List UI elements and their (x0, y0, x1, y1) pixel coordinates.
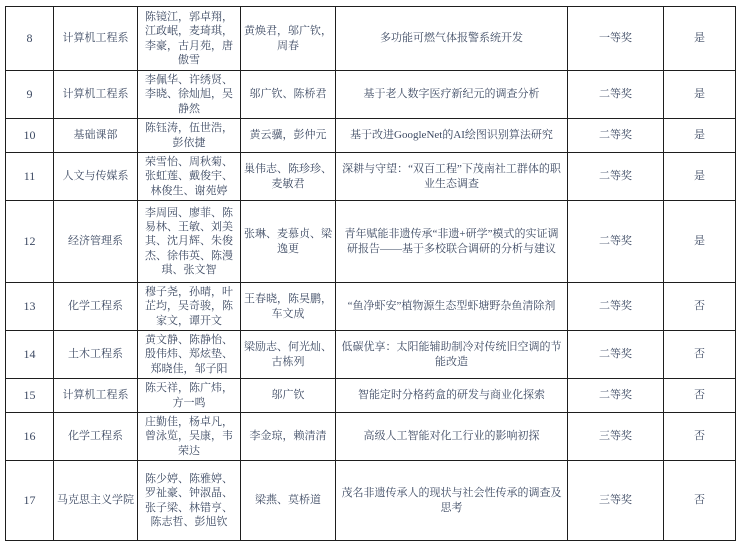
cell-row-number: 14 (6, 331, 54, 379)
cell-members: 庄勤佳，杨卓凡，曾泳览，吴康，韦荣达 (138, 413, 241, 461)
cell-department: 计算机工程系 (54, 71, 138, 119)
cell-members: 陈天祥，陈广炜，方一鸣 (138, 379, 241, 413)
cell-flag: 否 (664, 379, 736, 413)
cell-flag: 否 (664, 283, 736, 331)
cell-project-title: 茂名非遗传承人的现状与社会性传承的调查及思考 (336, 461, 568, 541)
cell-award-level: 二等奖 (568, 379, 664, 413)
table-row (6, 201, 736, 283)
cell-award-level: 二等奖 (568, 119, 664, 153)
cell-department: 马克思主义学院 (54, 461, 138, 541)
cell-project-title: “鱼净虾安”植物源生态型虾塘野杂鱼清除剂 (336, 283, 568, 331)
cell-advisors: 梁励志、何光灿、古栋列 (241, 331, 336, 379)
table-row (6, 379, 736, 413)
cell-row-number: 13 (6, 283, 54, 331)
table-row (6, 71, 736, 119)
table-row (6, 153, 736, 201)
cell-advisors: 梁燕、莫桥道 (241, 461, 336, 541)
cell-advisors: 邬广钦、陈桥君 (241, 71, 336, 119)
table-row (6, 119, 736, 153)
cell-award-level: 一等奖 (568, 7, 664, 71)
cell-row-number: 16 (6, 413, 54, 461)
cell-award-level: 二等奖 (568, 283, 664, 331)
cell-award-level: 三等奖 (568, 461, 664, 541)
cell-row-number: 8 (6, 7, 54, 71)
cell-department: 基础课部 (54, 119, 138, 153)
cell-members: 黄文静、陈静怡、殷伟炜、郑炫垫、郑晓佳，邹子阳 (138, 331, 241, 379)
cell-project-title: 基于老人数字医疗新纪元的调查分析 (336, 71, 568, 119)
cell-members: 陈少婷、陈雅婷、罗祉豪、钟淑晶、张子梁、林错亨、陈志哲、彭旭钦 (138, 461, 241, 541)
cell-project-title: 深耕与守望：“双百工程”下茂南社工群体的职业生态调查 (336, 153, 568, 201)
cell-members: 陈镜江，郭卓翔，江政岷，麦琦琪，李豪，古月苑，唐傲雪 (138, 7, 241, 71)
cell-row-number: 15 (6, 379, 54, 413)
cell-department: 化学工程系 (54, 413, 138, 461)
cell-department: 人文与传媒系 (54, 153, 138, 201)
cell-advisors: 张琳、麦慕贞、梁逸更 (241, 201, 336, 283)
cell-advisors: 巢伟志、陈珍珍、麦敏君 (241, 153, 336, 201)
cell-flag: 是 (664, 153, 736, 201)
cell-members: 穆子尧，孙晴，叶芷均，吴奇骏，陈家文，谭开文 (138, 283, 241, 331)
cell-advisors: 黄焕君，邬广钦，周春 (241, 7, 336, 71)
cell-row-number: 9 (6, 71, 54, 119)
cell-members: 李佩华、许绣贤、李晓、徐灿旭，吴静然 (138, 71, 241, 119)
cell-award-level: 三等奖 (568, 413, 664, 461)
cell-award-level: 二等奖 (568, 153, 664, 201)
cell-flag: 是 (664, 7, 736, 71)
cell-advisors: 李金琼，赖清清 (241, 413, 336, 461)
cell-award-level: 二等奖 (568, 71, 664, 119)
cell-row-number: 12 (6, 201, 54, 283)
cell-department: 计算机工程系 (54, 7, 138, 71)
table-row (6, 331, 736, 379)
cell-department: 土木工程系 (54, 331, 138, 379)
table-row (6, 283, 736, 331)
cell-department: 计算机工程系 (54, 379, 138, 413)
cell-flag: 是 (664, 71, 736, 119)
cell-award-level: 二等奖 (568, 331, 664, 379)
cell-flag: 否 (664, 461, 736, 541)
cell-project-title: 多功能可燃气体报警系统开发 (336, 7, 568, 71)
cell-members: 李周园、廖菲、陈易林、王敏、刘美其、沈月辉、朱俊杰、徐伟英、陈漫琪、张文智 (138, 201, 241, 283)
cell-flag: 是 (664, 119, 736, 153)
cell-advisors: 黄云骥，彭仲元 (241, 119, 336, 153)
cell-row-number: 17 (6, 461, 54, 541)
cell-row-number: 11 (6, 153, 54, 201)
cell-project-title: 高级人工智能对化工行业的影响初探 (336, 413, 568, 461)
cell-project-title: 智能定时分格药盒的研发与商业化探索 (336, 379, 568, 413)
award-list-table (5, 6, 736, 541)
cell-project-title: 低碳优享：太阳能辅助制冷对传统旧空调的节能改造 (336, 331, 568, 379)
cell-members: 陈钰涛，伍世浩，彭依捷 (138, 119, 241, 153)
cell-project-title: 青年赋能非遗传承“非遗+研学”模式的实证调研报告——基于多校联合调研的分析与建议 (336, 201, 568, 283)
cell-flag: 是 (664, 201, 736, 283)
cell-members: 荣雪怡、周秋菊、张虹莲、戴俊宇、林俊生、谢苑婷 (138, 153, 241, 201)
cell-department: 经济管理系 (54, 201, 138, 283)
cell-row-number: 10 (6, 119, 54, 153)
cell-project-title: 基于改进GoogleNet的AI绘图识别算法研究 (336, 119, 568, 153)
cell-flag: 否 (664, 331, 736, 379)
table-row (6, 461, 736, 541)
cell-award-level: 二等奖 (568, 201, 664, 283)
cell-advisors: 王春晓，陈昊鹏，车文成 (241, 283, 336, 331)
table-row (6, 413, 736, 461)
cell-flag: 否 (664, 413, 736, 461)
cell-department: 化学工程系 (54, 283, 138, 331)
cell-advisors: 邬广钦 (241, 379, 336, 413)
table-row (6, 7, 736, 71)
